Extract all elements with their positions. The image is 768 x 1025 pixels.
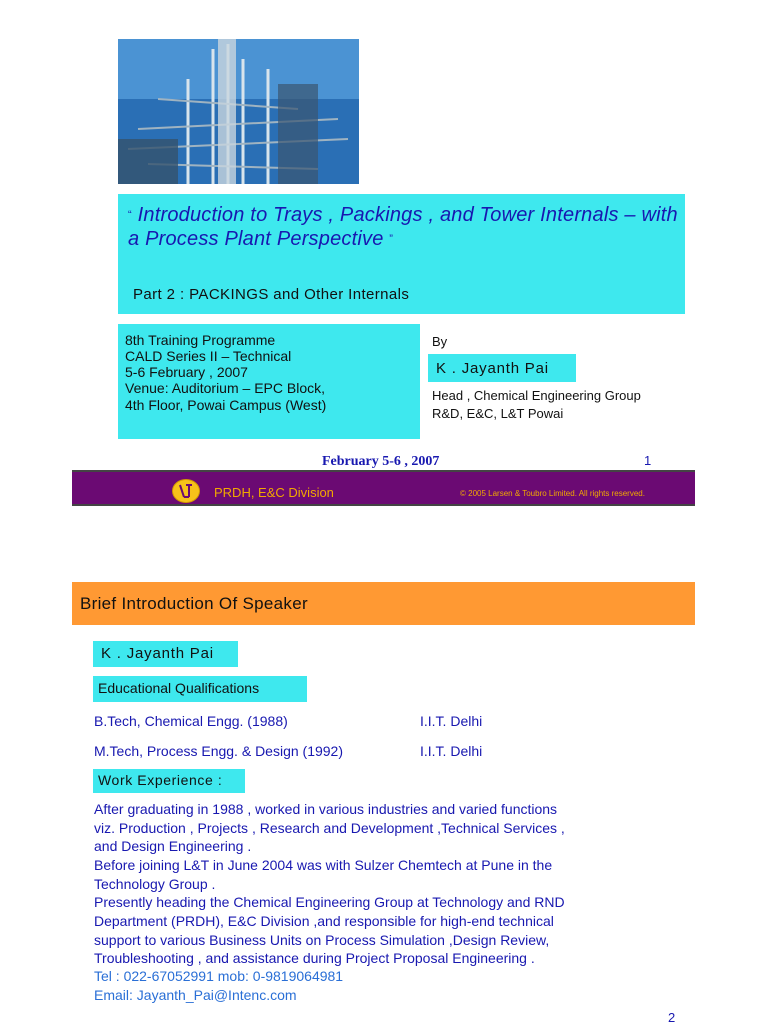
author-affiliation: R&D, E&C, L&T Powai [432,406,564,421]
author-role: Head , Chemical Engineering Group [432,388,641,403]
experience-line: and Design Engineering . [94,838,252,854]
presentation-title [128,203,678,251]
experience-line: Troubleshooting , and assistance during Project Proposal Engineering . [94,950,535,966]
refinery-illustration [118,39,359,184]
training-line: 4th Floor, Powai Campus (West) [125,397,327,413]
by-label: By [432,334,448,349]
training-line: 8th Training Programme [125,332,276,348]
experience-line: After graduating in 1988 , worked in various industries and varied functions [94,801,558,817]
training-line: CALD Series II – Technical [125,348,292,364]
experience-line: viz. Production , Projects , Research and Development ,Technical Services , [94,820,565,836]
education-label: Educational Qualifications [98,680,260,696]
qualification-institute: I.I.T. Delhi [420,743,483,759]
lt-logo-icon [172,479,200,503]
section-heading: Brief Introduction Of Speaker [80,594,308,613]
division-name: PRDH, E&C Division [214,485,334,500]
close-quote: ” [389,233,394,245]
page-number: 2 [668,1010,676,1025]
speaker-name: K . Jayanth Pai [101,645,214,662]
author-name: K . Jayanth Pai [436,360,549,377]
work-label: Work Experience : [98,772,223,788]
experience-line: support to various Business Units on Process Simulation ,Design Review, [94,932,550,948]
experience-line: Presently heading the Chemical Engineering Group at Technology and RND [94,894,565,910]
open-quote: “ [128,209,132,221]
training-line: 5-6 February , 2007 [125,364,248,380]
copyright-notice: © 2005 Larsen & Toubro Limited. All rights reserved. [460,489,645,498]
page-number: 1 [644,453,652,468]
lt-logo-mark [175,482,197,500]
part-subtitle: Part 2 : PACKINGS and Other Internals [133,286,410,303]
footer-banner [72,470,695,506]
experience-line: Department (PRDH), E&C Division ,and responsible for high-end technical [94,913,554,929]
experience-line: Before joining L&T in June 2004 was with Sulzer Chemtech at Pune in the [94,857,553,873]
experience-line: Technology Group . [94,876,216,892]
qualification-degree: B.Tech, Chemical Engg. (1988) [94,713,288,729]
contact-email[interactable]: Email: Jayanth_Pai@Intenc.com [94,987,297,1003]
refinery-photo [118,39,359,184]
qualification-degree: M.Tech, Process Engg. & Design (1992) [94,743,344,759]
training-line: Venue: Auditorium – EPC Block, [125,380,325,396]
qualification-institute: I.I.T. Delhi [420,713,483,729]
presentation-date: February 5-6 , 2007 [322,454,440,469]
title-text: Introduction to Trays , Packings , and Tower Internals – with a Process Plant Perspective [128,204,678,250]
contact-phone: Tel : 022-67052991 mob: 0-9819064981 [94,968,344,984]
